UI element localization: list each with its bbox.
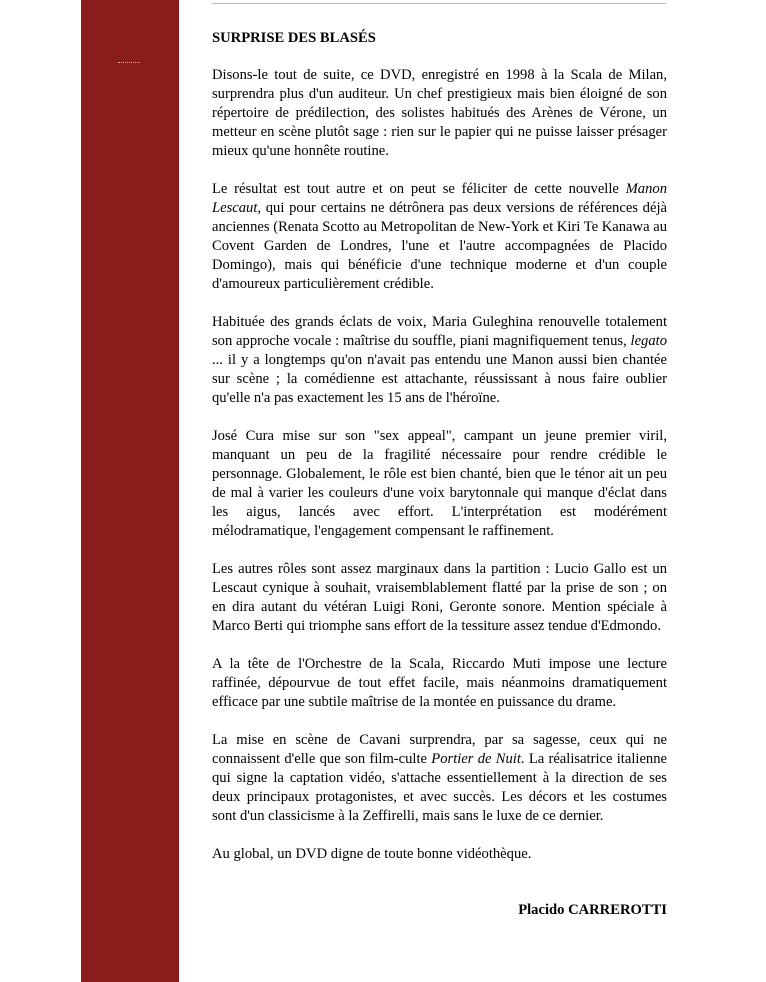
paragraph-text: ... il y a longtemps qu'on n'avait pas entendu une Manon aussi bien chantée sur scène ; la comédienne est attachante, réussissant à nous faire oublier qu'elle n'a pas exactement les 15 ans de l'héroïne.	[212, 352, 667, 406]
article-title: SURPRISE DES BLASÉS	[212, 30, 376, 46]
paragraph-text: Au global, un DVD digne de toute bonne vidéothèque.	[212, 846, 532, 862]
paragraph-text: . La réalisatrice italienne qui signe la captation vidéo, s'attache essentiellement à la direction de ses deux principaux protagonistes, et avec succès. Les décors et les costumes sont d'un classicisme à la Zeffirelli, mais sans le luxe de ce dernier.	[212, 751, 667, 824]
italic-title: legato	[630, 333, 667, 349]
paragraph-text: Les autres rôles sont assez marginaux dans la partition : Lucio Gallo est un Lescaut cynique à souhait, vraisemblablement flatté par la prise de son ; on en dira autant du vétéran Luigi Roni, Geronte sonore. Mention spéciale à Marco Berti qui triomphe sans effort de la tessiture assez tendue d'Edmondo.	[212, 561, 667, 634]
paragraph	[212, 66, 667, 161]
paragraph	[212, 560, 667, 636]
author-signature: Placido CARREROTTI	[518, 902, 667, 918]
paragraph-text: Le résultat est tout autre et on peut se féliciter de cette nouvelle	[212, 181, 626, 197]
sidebar-dotted-mark	[118, 62, 140, 63]
paragraph-text: Disons-le tout de suite, ce DVD, enregistré en 1998 à la Scala de Milan, surprendra plus d'un auditeur. Un chef prestigieux mais bien éloigné de son répertoire de prédilection, des solistes habitués des Arènes de Vérone, un metteur en scène plutôt sage : rien sur le papier qui ne puisse laisser présager mieux qu'une honnête routine.	[212, 67, 667, 159]
paragraph-text: José Cura mise sur son "sex appeal", campant un jeune premier viril, manquant un peu de la fragilité nécessaire pour rendre crédible le personnage. Globalement, le rôle est bien chanté, bien que le ténor ait un peu de mal à varier les couleurs d'une voix barytonnale qui manque d'éclat dans les aigus, lancés avec effort. L'interprétation est modérément mélodramatique, l'engagement compensant le raffinement.	[212, 428, 667, 539]
italic-title: Portier de Nuit	[431, 751, 521, 767]
paragraph	[212, 427, 667, 541]
italic-title: Manon Lescaut	[212, 181, 667, 216]
paragraph	[212, 731, 667, 826]
paragraph-text: Habituée des grands éclats de voix, Maria Guleghina renouvelle totalement son approche vocale : maîtrise du souffle, piani magnifiquement tenus,	[212, 314, 667, 349]
top-divider	[212, 3, 666, 4]
paragraph	[212, 313, 667, 408]
paragraph-text: , qui pour certains ne détrônera pas deux versions de références déjà anciennes (Renata Scotto au Metropolitan de New-York et Kiri Te Kanawa au Covent Garden de Londres, l'une et l'autre accompagnées de Placido Domingo), mais qui bénéficie d'une technique moderne et d'un couple d'amoureux particulièrement crédible.	[212, 200, 667, 292]
paragraph	[212, 845, 667, 864]
paragraph-text: A la tête de l'Orchestre de la Scala, Riccardo Muti impose une lecture raffinée, dépourvue de tout effet facile, mais néanmoins dramatiquement efficace par une subtile maîtrise de la montée en puissance du drame.	[212, 656, 667, 710]
article-body	[212, 66, 667, 864]
sidebar-band	[81, 0, 179, 982]
article	[212, 29, 667, 920]
paragraph-text: La mise en scène de Cavani surprendra, par sa sagesse, ceux qui ne connaissent d'elle que son film-culte	[212, 732, 667, 767]
paragraph	[212, 655, 667, 712]
paragraph	[212, 180, 667, 294]
